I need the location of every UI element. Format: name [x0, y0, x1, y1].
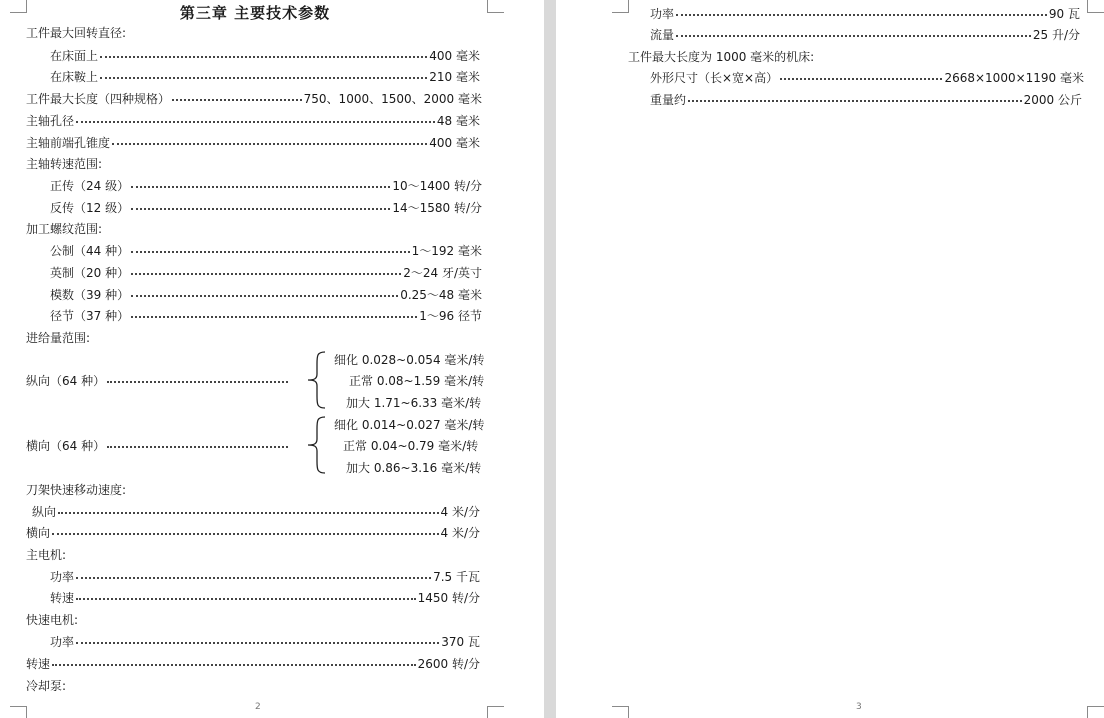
dot-leader	[107, 381, 288, 383]
spec-label: 外形尺寸（长×宽×高）	[650, 71, 779, 85]
dot-leader	[52, 664, 416, 666]
dot-leader	[76, 121, 435, 123]
dot-leader	[676, 35, 1031, 37]
spec-row-thread-inch	[50, 264, 482, 282]
spec-row-swing-carriage	[50, 68, 480, 86]
spec-row-spindle-bore	[26, 112, 480, 130]
spec-label: 模数（39 种）	[50, 288, 130, 302]
spec-label: 主轴孔径	[26, 114, 75, 128]
spec-value: 4 米/分	[440, 505, 480, 519]
dot-leader	[131, 251, 410, 253]
spec-value: 1～96 径节	[419, 309, 482, 323]
crop-mark-bottom-right	[1087, 706, 1104, 718]
dot-leader	[76, 598, 416, 600]
spec-value: 10～1400 转/分	[392, 179, 482, 193]
spec-label: 重量约	[650, 93, 687, 107]
curly-brace-icon	[305, 350, 329, 410]
spec-label: 转速	[50, 591, 75, 605]
feed-cross-row	[26, 437, 290, 455]
spec-label: 公制（44 种）	[50, 244, 130, 258]
spec-value: 2～24 牙/英寸	[403, 266, 482, 280]
spec-label: 主轴前端孔锥度	[26, 136, 111, 150]
spec-label: 反传（12 级）	[50, 201, 130, 215]
spec-label: 功率	[50, 635, 75, 649]
spec-row-main-motor-power	[50, 568, 480, 586]
spec-value: 90 瓦	[1048, 7, 1080, 21]
spec-row-dimensions	[650, 69, 1084, 87]
spec-label: 纵向（64 种）	[26, 374, 106, 388]
spec-value: 400 毫米	[429, 49, 480, 63]
spec-label: 在床面上	[50, 49, 99, 63]
spec-value: 48 毫米	[436, 114, 480, 128]
spec-row-speed-reverse	[50, 199, 482, 217]
spec-value: 2600 转/分	[417, 657, 480, 671]
spec-value: 400 毫米	[429, 136, 480, 150]
spec-label: 流量	[650, 28, 675, 42]
spec-row-max-length	[26, 90, 482, 108]
spec-row-spindle-taper	[26, 134, 480, 152]
spec-value: 14～1580 转/分	[392, 201, 482, 215]
crop-mark-top-left	[612, 0, 629, 13]
spec-label: 工件最大长度（四种规格）	[26, 92, 171, 106]
spec-value: 4 米/分	[440, 526, 480, 540]
spec-row-speed-forward	[50, 177, 482, 195]
dot-leader	[107, 446, 288, 448]
spec-label: 英制（20 种）	[50, 266, 130, 280]
page-number: 3	[856, 702, 862, 712]
spec-value: 750、1000、1500、2000 毫米	[303, 92, 482, 106]
spec-row-weight	[650, 91, 1082, 109]
speed-heading: 主轴转速范围:	[26, 157, 103, 171]
spec-value: 7.5 千瓦	[433, 570, 480, 584]
main-motor-heading: 主电机:	[26, 548, 67, 562]
feed-cross-fine: 细化 0.014~0.027 毫米/转	[334, 418, 485, 432]
curly-brace-icon	[305, 415, 329, 475]
feed-longitudinal-coarse: 加大 1.71~6.33 毫米/转	[346, 396, 482, 410]
spec-row-rapid-longitudinal	[32, 503, 480, 521]
spec-value: 1450 转/分	[417, 591, 480, 605]
dot-leader	[52, 533, 438, 535]
dot-leader	[76, 642, 439, 644]
spec-value: 25 升/分	[1032, 28, 1080, 42]
spec-label: 横向	[26, 526, 51, 540]
spec-row-coolant-flow	[650, 26, 1080, 44]
dot-leader	[172, 99, 302, 101]
rapid-heading: 刀架快速移动速度:	[26, 483, 127, 497]
spec-label: 纵向	[32, 505, 57, 519]
spec-value: 2000 公斤	[1023, 93, 1082, 107]
dot-leader	[131, 316, 417, 318]
spec-value: 1～192 毫米	[411, 244, 482, 258]
crop-mark-bottom-left	[10, 706, 27, 718]
spec-label: 在床鞍上	[50, 70, 99, 84]
chapter-title: 第三章 主要技术参数	[179, 4, 331, 22]
spec-row-thread-metric	[50, 242, 482, 260]
machine-heading: 工件最大长度为 1000 毫米的机床:	[628, 50, 815, 64]
thread-heading: 加工螺纹范围:	[26, 222, 103, 236]
spec-label: 转速	[26, 657, 51, 671]
spec-row-rapid-motor-power	[50, 633, 480, 651]
spec-label: 功率	[50, 570, 75, 584]
spec-row-swing-bed	[50, 47, 480, 65]
coolant-heading: 冷却泵:	[26, 679, 67, 693]
spec-row-thread-module	[50, 286, 482, 304]
spec-row-thread-pitch	[50, 307, 482, 325]
dot-leader	[112, 143, 427, 145]
document-page-2	[0, 0, 544, 718]
spec-row-main-motor-speed	[50, 589, 480, 607]
swing-heading: 工件最大回转直径:	[26, 26, 127, 40]
dot-leader	[131, 295, 398, 297]
spec-value: 370 瓦	[441, 635, 480, 649]
dot-leader	[131, 208, 390, 210]
page-gap	[544, 0, 556, 718]
spec-label: 正传（24 级）	[50, 179, 130, 193]
crop-mark-top-right	[1087, 0, 1104, 13]
spec-label: 横向（64 种）	[26, 439, 106, 453]
dot-leader	[58, 512, 438, 514]
feed-longitudinal-normal: 正常 0.08~1.59 毫米/转	[349, 374, 485, 388]
dot-leader	[131, 186, 390, 188]
feed-cross-coarse: 加大 0.86~3.16 毫米/转	[346, 461, 482, 475]
page-number: 2	[255, 702, 261, 712]
feed-longitudinal-row	[26, 372, 290, 390]
dot-leader	[100, 77, 427, 79]
feed-longitudinal-fine: 细化 0.028~0.054 毫米/转	[334, 353, 485, 367]
dot-leader	[131, 273, 401, 275]
spec-row-rapid-cross	[26, 524, 480, 542]
rapid-motor-heading: 快速电机:	[26, 613, 79, 627]
dot-leader	[100, 56, 427, 58]
feed-heading: 进给量范围:	[26, 331, 91, 345]
spec-label: 功率	[650, 7, 675, 21]
dot-leader	[76, 577, 431, 579]
dot-leader	[780, 78, 942, 80]
spec-value: 2668×1000×1190 毫米	[944, 71, 1084, 85]
spec-value: 210 毫米	[429, 70, 480, 84]
spec-value: 0.25～48 毫米	[400, 288, 482, 302]
document-page-3	[556, 0, 1104, 718]
spec-label: 径节（37 种）	[50, 309, 130, 323]
crop-mark-bottom-left	[612, 706, 629, 718]
dot-leader	[676, 14, 1047, 16]
dot-leader	[688, 100, 1022, 102]
feed-cross-normal: 正常 0.04~0.79 毫米/转	[343, 439, 479, 453]
spec-row-rapid-motor-speed	[26, 655, 480, 673]
crop-mark-bottom-right	[487, 706, 504, 718]
spec-row-coolant-power	[650, 5, 1080, 23]
